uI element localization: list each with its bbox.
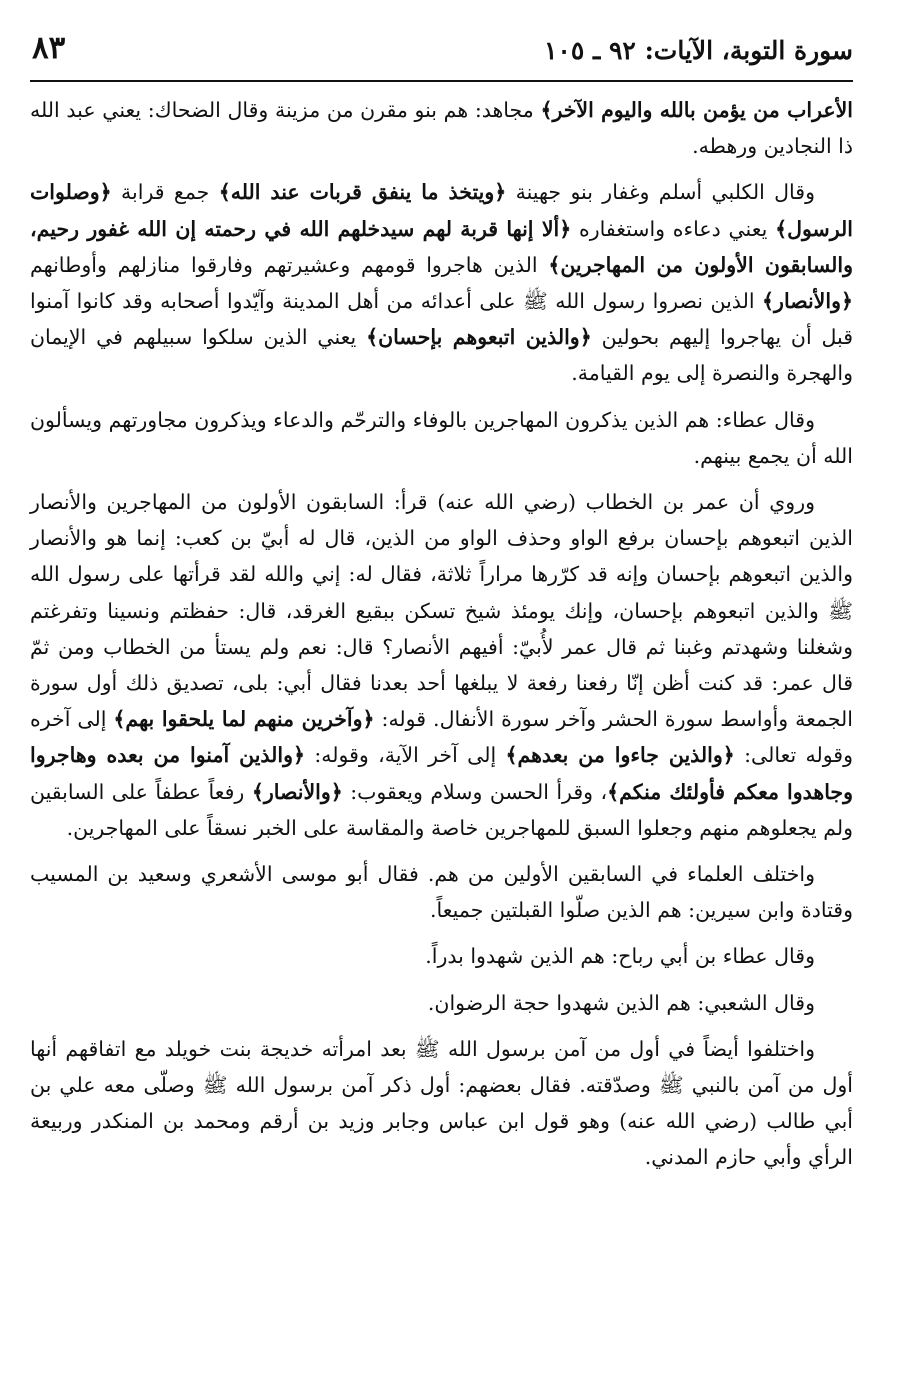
text-run: جمع قرابة — [111, 180, 219, 205]
body-text — [30, 92, 853, 1186]
paragraph — [30, 402, 853, 474]
text-run: إلى آخره وقوله تعالى: — [30, 707, 854, 768]
quran-quote: ﴿والأنصار﴾ — [251, 779, 343, 804]
quran-quote: ﴿والذين اتبعوهم بإحسان﴾ — [366, 325, 592, 350]
paragraph — [30, 938, 853, 974]
paragraph — [30, 985, 853, 1021]
text-run: وقال عطاء بن أبي رباح: هم الذين شهدوا بدراً. — [425, 944, 815, 969]
page-header — [30, 30, 853, 82]
text-run: وقال عطاء: هم الذين يذكرون المهاجرين بالوفاء والترحّم والدعاء ويذكرون مجاورتهم ويسألون الله أن يجمع بينهم. — [30, 407, 853, 468]
text-run: إلى آخر الآية، وقوله: — [305, 743, 506, 768]
paragraph — [30, 1031, 853, 1176]
text-run: مجاهد: هم بنو مقرن من مزينة وقال الضحاك: يعني عبد الله ذا النجادين ورهطه. — [30, 98, 853, 159]
book-page — [30, 30, 853, 1350]
running-head: سورة التوبة، الآيات: ٩٢ ـ ١٠٥ — [543, 36, 853, 65]
text-run: وروي أن عمر بن الخطاب (رضي الله عنه) قرأ: السابقون الأولون من المهاجرين والأنصار الذين اتبعوهم بإحسان برفع الواو وحذف الواو من الذين، قال له أبيّ بن كعب: إنما هو والأنصار والذين اتبعوهم بإحسان وإنه قد كرّرها مراراً ثلاثة، فقال له: إني والله لقد قرأتها على رسول الله ﷺ والذين اتبعوهم بإحسان، وإنك يومئذ شيخ تسكن ببقيع الغرقد، قال: حفظتم ونسينا وتفرغتم وشغلنا وشهدتم وغبنا ثم قال عمر لأُبيّ: أفيهم الأنصار؟ قال: نعم ولم يستأ من الخطاب ومن ثمّ قال عمر: قد كنت أظن إنّا رفعنا رفعة لا يبلغها أحد بعدنا فقال أبي: بلى، تصديق ذلك أول سورة الجمعة وأواسط سورة الحشر وآخر سورة الأنفال. قوله: — [30, 490, 853, 732]
text-run: رفعاً عطفاً على السابقين ولم يجعلوهم منهم وجعلوا السبق للمهاجرين خاصة والمقاسة على الخبر نسقاً على المهاجرين. — [30, 779, 853, 840]
text-run: ، وقرأ الحسن وسلام ويعقوب: — [342, 779, 608, 804]
text-run: الذين نصروا رسول الله ﷺ على أعدائه من أهل المدينة وآيّدوا أصحابه وقد كانوا آمنوا قبل أن يهاجروا إليهم بحولين — [30, 289, 854, 350]
paragraph — [30, 484, 853, 846]
text-run: واختلف العلماء في السابقين الأولين من هم. فقال أبو موسى الأشعري وسعيد بن المسيب وقتادة وابن سيرين: هم الذين صلّوا القبلتين جميعاً. — [30, 862, 853, 923]
quran-quote: ﴿وصلوات الرسول﴾ — [30, 180, 853, 241]
quran-quote: ﴿ألا إنها قربة لهم سيدخلهم الله في رحمته إن الله غفور رحيم، والسابقون الأولون من المهاجرين﴾ — [30, 216, 853, 277]
text-run: الذين هاجروا قومهم وعشيرتهم وفارقوا منازلهم وأوطانهم — [30, 252, 549, 277]
quran-quote: ﴿والأنصار﴾ — [762, 289, 853, 314]
text-run: وقال الكلبي أسلم وغفار بنو جهينة — [506, 180, 815, 205]
quran-quote: ﴿وآخرين منهم لما يلحقوا بهم﴾ — [113, 707, 375, 732]
text-run: يعني الذين سلكوا سبيلهم في الإيمان والهجرة والنصرة إلى يوم القيامة. — [30, 325, 853, 386]
quran-quote: ﴿ويتخذ ما ينفق قربات عند الله﴾ — [218, 180, 507, 205]
text-run: يعني دعاءه واستغفاره — [571, 216, 776, 241]
text-run: وقال الشعبي: هم الذين شهدوا حجة الرضوان. — [427, 990, 815, 1015]
quran-quote: الأعراب من يؤمن بالله واليوم الآخر﴾ — [540, 98, 853, 122]
quran-quote: ﴿والذين آمنوا من بعده وهاجروا وجاهدوا معكم فأولئك منكم﴾ — [30, 743, 854, 804]
quran-quote: ﴿والذين جاءوا من بعدهم﴾ — [505, 743, 735, 768]
paragraph — [30, 174, 853, 391]
paragraph — [30, 856, 853, 928]
text-run: واختلفوا أيضاً في أول من آمن برسول الله ﷺ بعد امرأته خديجة بنت خويلد مع اتفاقهم أنها أول من آمن بالنبي ﷺ وصدّقته. فقال بعضهم: أول ذكر آمن برسول الله ﷺ وصلّى معه علي بن أبي طالب (رضي الله عنه) وهو قول ابن عباس وجابر وزيد بن أرقم ومحمد بن المنكدر وربيعة الرأي وأبي حازم المدني. — [30, 1036, 853, 1170]
paragraph — [30, 92, 853, 164]
page-number: ٨٣ — [32, 30, 66, 66]
